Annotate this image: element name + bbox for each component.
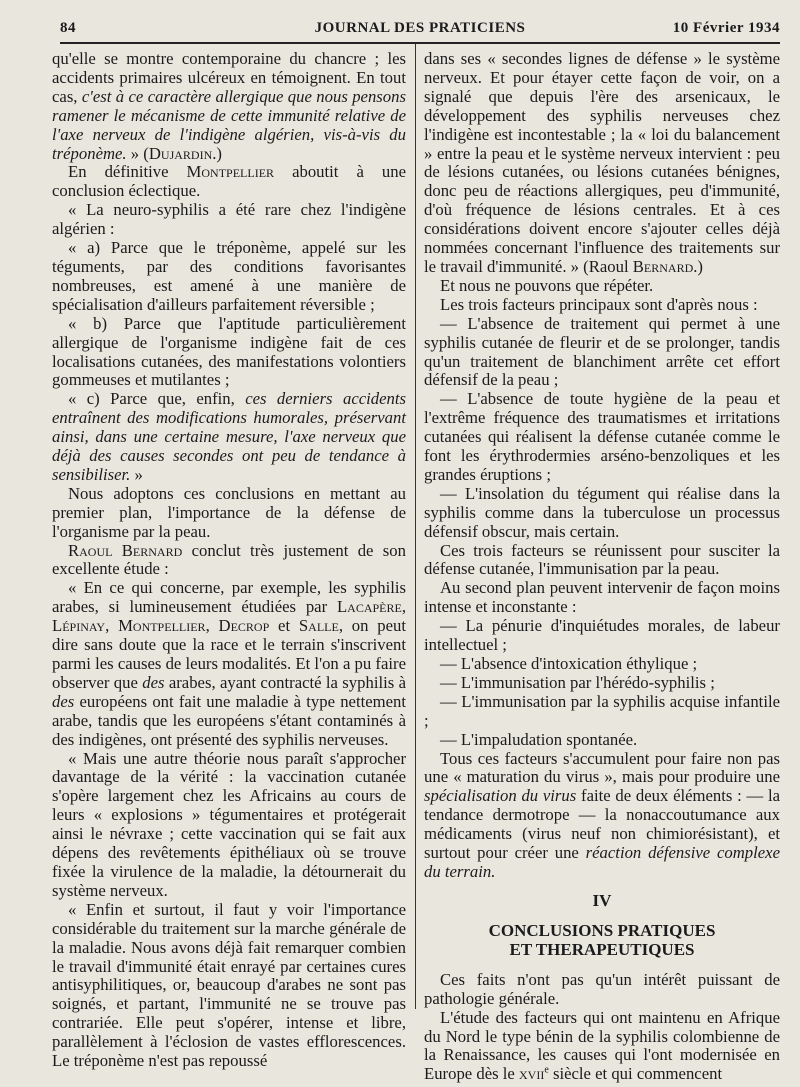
paragraph: Au second plan peuvent intervenir de façon moins intense et inconstante : xyxy=(424,578,780,617)
left-column xyxy=(52,50,406,1071)
paragraph: « Enfin et surtout, il faut y voir l'importance considérable du traitement sur la marche générale de la maladie. Nous avons déjà fait remarquer combien le travail d'immunité était enrayé par certaines cures antisyphilitiques, or, beaucoup d'arabes ne sont pas soignés, et partant, l'immunité ne se trouve pas contrariée. Elle peut s'opérer, intense et libre, parallèlement à l'éclosion de vastes efflorescences. Le tréponème n'est pas repoussé xyxy=(52,899,406,1071)
emphasis: spécialisation du virus xyxy=(424,786,577,806)
page-header xyxy=(60,14,780,44)
author-name: Montpellier xyxy=(186,162,275,182)
list-item: — L'absence de traitement qui permet à une syphilis cutanée de fleurir et de se prolonger, tandis qu'un traitement de blanchiment arrête cet effort défensif de la peau ; xyxy=(424,313,780,390)
paragraph: « c) Parce que, enfin, ces derniers accidents entraînent des modifications humorales, préservant ainsi, dans une certaine mesure, l'axe nerveux que déjà des causes secondes ont peu de tendance à sensibiliser. » xyxy=(52,389,406,484)
paragraph: « b) Parce que l'aptitude particulièrement allergique de l'organisme indigène fait de ces localisations cutanées, des manifestations volontiers gommeuses et mutilantes ; xyxy=(52,313,406,390)
paragraph: Ces faits n'ont pas qu'un intérêt puissant de pathologie générale. xyxy=(424,969,780,1008)
emphasis: des xyxy=(52,691,75,711)
century-numeral: xvii xyxy=(519,1064,545,1084)
paragraph: Tous ces facteurs s'accumulent pour faire non pas une « maturation du virus », mais pour produire une spécialisation du virus faite de deux éléments : — la tendance dermotrope — la nonaccoutumance aux médicaments (virus neuf non chimiorésistant), et surtout pour créer une réaction défensive complexe du terrain. xyxy=(424,748,781,881)
emphasis: c'est à ce caractère allergique que nous pensons ramener le mécanisme de cette immunité relative de l'axe nerveux de l'indigène algérien, vis-à-vis du tréponème. xyxy=(52,86,406,163)
author-name: Montpellier xyxy=(118,616,206,636)
paragraph: Nous adoptons ces conclusions en mettant au premier plan, l'importance de la défense de l'organisme par la peau. xyxy=(52,483,406,541)
list-item: — La pénurie d'inquiétudes morales, de labeur intellectuel ; xyxy=(424,616,780,655)
list-item: — L'immunisation par l'hérédo-syphilis ; xyxy=(440,672,715,692)
author-name: Lépinay xyxy=(52,616,106,636)
author-name: Raoul Bernard xyxy=(68,540,183,560)
author-name: Bernard xyxy=(632,256,694,276)
author-name: Lacapère xyxy=(336,597,402,617)
paragraph: Et nous ne pouvons que répéter. xyxy=(440,275,654,295)
list-item: — L'immunisation par la syphilis acquise infantile ; xyxy=(424,691,780,730)
paragraph: qu'elle se montre contemporaine du chancre ; les accidents primaires ulcéreux en témoignent. En tout cas, c'est à ce caractère allergique que nous pensons ramener le mécanisme de cette immunité relative de l'axe nerveux de l'indigène algérien, vis-à-vis du tréponème. » (Dujardin.) xyxy=(52,49,406,163)
list-item: — L'insolation du tégument qui réalise dans la syphilis comme dans la tuberculose un processus défensif obscur, mais certain. xyxy=(424,483,780,541)
journal-title: JOURNAL DES PRATICIENS xyxy=(314,20,526,36)
emphasis: ces derniers accidents entraînent des modifications humorales, préservant ainsi, dans une certaine mesure, l'axe nerveux que déjà des causes secondes ont peu de tendance à sensibiliser. xyxy=(52,389,406,484)
author-name: Decrop xyxy=(218,616,270,636)
list-item: — L'absence de toute hygiène de la peau et l'extrême fréquence des traumatismes et irritations cutanées qui réalisent la défense cutanée comme le font les érythrodermies arséno-benzoliques et les grandes éruptions ; xyxy=(424,389,780,484)
list-item: — L'impaludation spontanée. xyxy=(440,729,638,749)
author-name: Dujardin xyxy=(148,143,213,163)
section-title-line: CONCLUSIONS PRATIQUES xyxy=(488,920,716,940)
issue-date: 10 Février 1934 xyxy=(672,20,780,36)
paragraph: « Mais une autre théorie nous paraît s'approcher davantage de la vérité : la vaccination cutanée s'opère largement chez les Africains au cours de leurs « explosions » tégumentaires et protégerait ainsi le névraxe ; cette vaccination qui se fait aux dépens des revêtements épithéliaux où se trouve fixée la virulence de la maladie, la détournerait du système nerveux. xyxy=(52,748,406,900)
author-name: Salle xyxy=(298,616,339,636)
page-number: 84 xyxy=(60,20,76,36)
section-title xyxy=(424,921,780,959)
paragraph: Raoul Bernard conclut très justement de son excellente étude : xyxy=(52,540,406,579)
paragraph: L'étude des facteurs qui ont maintenu en Afrique du Nord le type bénin de la syphilis colombienne de la Renaissance, les causes qui l'ont modernisée en Europe dès le xvii$^e$ siècle et qui commencent xyxy=(424,1007,780,1084)
superscript: e xyxy=(544,1064,549,1076)
paragraph: Les trois facteurs principaux sont d'après nous : xyxy=(440,294,758,314)
emphasis: des xyxy=(142,672,165,692)
paragraph: dans ses « secondes lignes de défense » le système nerveux. Et pour étayer cette façon de voir, on a signalé que depuis l'ère des arsenicaux, le développement des syphilis nerveuses chez l'indigène est incontestable ; la « loi du balancement » entre la peau et le système nerveux intervient : peu de lésions cutanées, ou lésions cutanées bénignes, donc peu de réactions allergiques, peu d'immunité, d'où fréquence de lésions centrales. Et à ces considérations doivent encore s'ajouter celles déjà nommées concernant l'influence des traitements sur le travail d'immunité. » (Raoul Bernard.) xyxy=(424,49,780,276)
right-column xyxy=(424,50,780,1084)
paragraph: « a) Parce que le tréponème, appelé sur les téguments, par des conditions favorisantes nombreuses, est amené à une manière de spécialisation d'ailleurs parfaitement réversible ; xyxy=(52,238,406,314)
paragraph: « La neuro-syphilis a été rare chez l'indigène algérien : xyxy=(52,200,406,239)
list-item: — L'absence d'intoxication éthylique ; xyxy=(440,654,698,673)
section-number: IV xyxy=(592,890,612,910)
column-divider xyxy=(415,44,416,1009)
paragraph: Ces trois facteurs se réunissent pour susciter la défense cutanée, l'immunisation par la peau. xyxy=(424,540,780,579)
paragraph: En définitive Montpellier aboutit à une conclusion éclectique. xyxy=(52,162,406,201)
section-title-line: ET THERAPEUTIQUES xyxy=(509,939,695,959)
emphasis: réaction défensive complexe du terrain. xyxy=(424,843,780,881)
paragraph: « En ce qui concerne, par exemple, les syphilis arabes, si lumineusement étudiées par Lacapère, Lépinay, Montpellier, Decrop et Salle, on peut dire sans doute que la race et le terrain s'inscrivent parmi les causes de leurs modalités. Et l'on a pu faire observer que des arabes, ayant contracté la syphilis à des européens ont fait une maladie à type nettement arabe, tandis que les européens s'étant contaminés à des indigènes, ont présenté des syphilis nerveuses. xyxy=(52,578,407,749)
